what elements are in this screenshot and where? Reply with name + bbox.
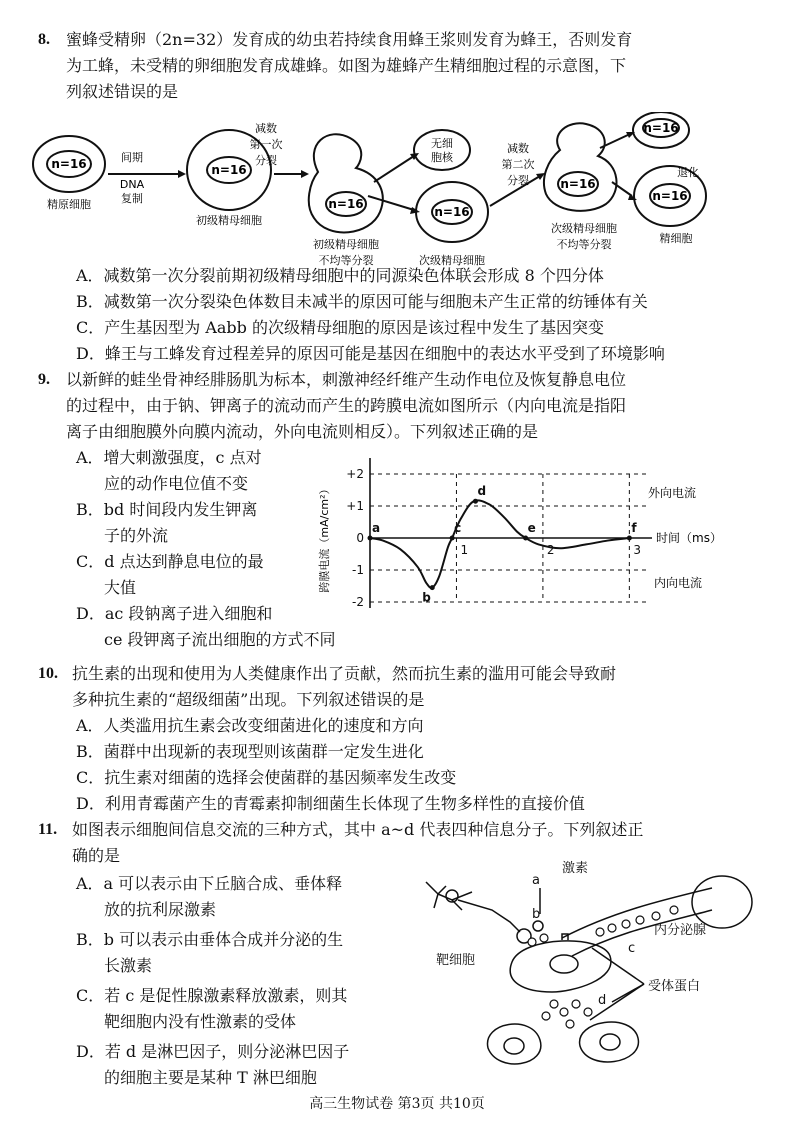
- anucleate-cell: [414, 130, 470, 170]
- signal-a-label: a: [532, 873, 540, 888]
- q8-meiosis-diagram: [28, 112, 728, 274]
- sperm-label: 精细胞: [659, 232, 693, 245]
- y-tick-label: +2: [346, 467, 364, 481]
- secondary-dividing-cell: [544, 123, 617, 211]
- secondary-dividing-line2: 不均等分裂: [556, 238, 612, 251]
- primary-dividing-line2: 不均等分裂: [318, 254, 374, 267]
- q8-stem-line1: 蜜蜂受精卵（2n=32）发育成的幼虫若持续食用蜂王浆则发育为蜂王，否则发育: [66, 30, 633, 49]
- lower-cell-right: [580, 1022, 639, 1062]
- q11-option-b-line1: B．b 可以表示由垂体合成并分泌的生: [76, 930, 344, 949]
- primary-dividing-line1: 初级精母细胞: [313, 238, 379, 251]
- x-axis-label: 时间（ms）: [656, 531, 722, 545]
- meiosis1-line1: 减数: [255, 122, 277, 135]
- inward-current-label: 内向电流: [654, 575, 703, 590]
- q9-number: 9.: [38, 371, 50, 388]
- point-label-c: c: [454, 521, 462, 535]
- lower-cell-left: [488, 1024, 541, 1064]
- interphase-label: 间期: [121, 151, 143, 164]
- meiosis2-line2: 第二次: [501, 158, 535, 171]
- point-label-a: a: [372, 521, 381, 535]
- primary-dividing-cell: [309, 134, 383, 232]
- label-n16: n=16: [652, 189, 688, 203]
- signal-c-label: c: [628, 941, 636, 956]
- dna-label: DNA: [119, 178, 145, 191]
- q9-option-c-line2: 大值: [104, 578, 137, 597]
- hormone-label: 激素: [562, 861, 589, 876]
- secondary-dividing-line1: 次级精母细胞: [551, 222, 617, 235]
- point-c: [450, 536, 455, 541]
- replication-label: 复制: [121, 192, 143, 205]
- q10-stem-line2: 多种抗生素的“超级细菌”出现。下列叙述错误的是: [72, 690, 425, 709]
- q11-option-b-line2: 长激素: [104, 956, 153, 975]
- q9-option-d-line1: D．ac 段钠离子进入细胞和: [76, 604, 273, 623]
- q11-option-c-line1: C．若 c 是促性腺激素释放激素，则其: [76, 986, 348, 1005]
- point-d: [473, 499, 478, 504]
- point-label-b: b: [422, 590, 431, 605]
- q11-number: 11.: [38, 821, 58, 838]
- q10-option-a: A．人类滥用抗生素会改变细菌进化的速度和方向: [76, 716, 424, 735]
- neuron-axon: [458, 900, 520, 932]
- q8-option-b: B．减数第一次分裂染色体数目未减半的原因可能与细胞未产生正常的纺锤体有关: [76, 292, 648, 311]
- q11-stem-line2: 确的是: [72, 846, 121, 865]
- point-b: [430, 585, 435, 590]
- label-n16: n=16: [211, 163, 247, 177]
- target-cell-label: 靶细胞: [436, 953, 476, 968]
- q9-membrane-current-chart: [312, 452, 742, 636]
- meiosis1-line2: 第一次: [249, 138, 283, 151]
- q10-option-c: C．抗生素对细菌的选择会使菌群的基因频率发生改变: [76, 768, 457, 787]
- q11-stem-line1: 如图表示细胞间信息交流的三种方式，其中 a~d 代表四种信息分子。下列叙述正: [72, 820, 644, 839]
- meiosis2-line3: 分裂: [507, 174, 529, 187]
- y-tick-label: 0: [356, 531, 364, 545]
- neuron-dendrites: [426, 882, 472, 910]
- spermatogonium-label: 精原细胞: [47, 198, 91, 211]
- label-n16: n=16: [560, 177, 596, 191]
- label-n16: n=16: [434, 205, 470, 219]
- point-label-f: f: [631, 521, 637, 535]
- q8-option-d: D．蜂王与工蜂发育过程差异的原因可能是基因在细胞中的表达水平受到了环境影响: [76, 344, 665, 363]
- y-tick-label: -2: [352, 595, 364, 609]
- label-n16: n=16: [51, 157, 87, 171]
- q9-stem-line3: 离子由细胞膜外向膜内流动，外向电流则相反）。下列叙述正确的是: [66, 422, 539, 441]
- y-tick-label: +1: [346, 499, 364, 513]
- q10-number: 10.: [38, 665, 58, 682]
- q9-option-b-line2: 子的外流: [104, 526, 169, 545]
- q9-option-d-line2: ce 段钾离子流出细胞的方式不同: [104, 630, 336, 649]
- q10-stem-line1: 抗生素的出现和使用为人类健康作出了贡献，然而抗生素的滥用可能会导致耐: [72, 664, 617, 683]
- x-tick-label: 2: [546, 543, 555, 557]
- y-tick-label: -1: [352, 563, 364, 577]
- q9-stem-line2: 的过程中，由于钠、钾离子的流动而产生的跨膜电流如图所示（内向电流是指阳: [66, 396, 627, 415]
- q8-stem-line2: 为工蜂，未受精的卵细胞发育成雄蜂。如图为雄蜂产生精细胞过程的示意图，下: [66, 56, 627, 75]
- page-footer: 高三生物试卷 第3页 共10页: [309, 1096, 485, 1112]
- q9-option-a-line2: 应的动作电位值不变: [104, 474, 249, 493]
- point-label-d: d: [477, 484, 487, 499]
- x-tick-label: 1: [460, 543, 469, 557]
- q8-option-a: A．减数第一次分裂前期初级精母细胞中的同源染色体联会形成 8 个四分体: [76, 266, 604, 285]
- anucleate-line2: 胞核: [431, 151, 453, 164]
- x-tick-label: 3: [633, 543, 641, 557]
- point-f: [627, 536, 632, 541]
- label-n16: n=16: [328, 197, 364, 211]
- q11-option-d-line2: 的细胞主要是某种 T 淋巴细胞: [104, 1068, 317, 1087]
- point-label-e: e: [527, 521, 536, 535]
- q9-option-c-line1: C．d 点达到静息电位的最: [76, 552, 264, 571]
- q8-number: 8.: [38, 31, 50, 48]
- q11-cell-signaling-diagram: [412, 852, 758, 1084]
- q8-option-c: C．产生基因型为 Aabb 的次级精母细胞的原因是该过程中发生了基因突变: [76, 318, 604, 337]
- current-curve: [370, 500, 629, 588]
- signal-d-label: d: [598, 993, 607, 1008]
- q11-option-d-line1: D．若 d 是淋巴因子，则分泌淋巴因子: [76, 1042, 350, 1061]
- endocrine-gland-label: 内分泌腺: [654, 923, 707, 938]
- endocrine-gland: [692, 876, 752, 928]
- q11-option-a-line1: A．a 可以表示由下丘脑合成、垂体释: [76, 874, 343, 893]
- meiosis1-line3: 分裂: [255, 154, 277, 167]
- q8-stem-line3: 列叙述错误的是: [66, 82, 179, 101]
- q9-option-b-line1: B．bd 时间段内发生钾离: [76, 500, 258, 519]
- q11-option-a-line2: 放的抗利尿激素: [104, 900, 217, 919]
- receptor-label: 受体蛋白: [648, 979, 701, 994]
- y-axis-label: 跨膜电流（mA/cm²）: [318, 483, 331, 593]
- point-e: [523, 536, 528, 541]
- label-n16: n=16: [643, 121, 679, 135]
- anucleate-line1: 无细: [431, 137, 453, 150]
- primary-label: 初级精母细胞: [196, 214, 262, 227]
- target-cell: [510, 941, 611, 992]
- q9-stem-line1: 以新鲜的蛙坐骨神经腓肠肌为标本，刺激神经纤维产生动作电位及恢复静息电位: [66, 370, 627, 389]
- signal-b-label: b: [532, 907, 541, 922]
- meiosis2-line1: 减数: [507, 142, 529, 155]
- q10-option-b: B．菌群中出现新的表现型则该菌群一定发生进化: [76, 742, 424, 761]
- outward-current-label: 外向电流: [648, 486, 697, 501]
- q9-option-a-line1: A．增大刺激强度，c 点对: [76, 448, 262, 467]
- degenerate-label: 退化: [677, 166, 699, 179]
- q10-option-d: D．利用青霉菌产生的青霉素抑制细菌生长体现了生物多样性的直接价值: [76, 794, 585, 813]
- point-a: [368, 536, 373, 541]
- secondary-label: 次级精母细胞: [419, 254, 485, 267]
- q11-option-c-line2: 靶细胞内没有性激素的受体: [104, 1012, 297, 1031]
